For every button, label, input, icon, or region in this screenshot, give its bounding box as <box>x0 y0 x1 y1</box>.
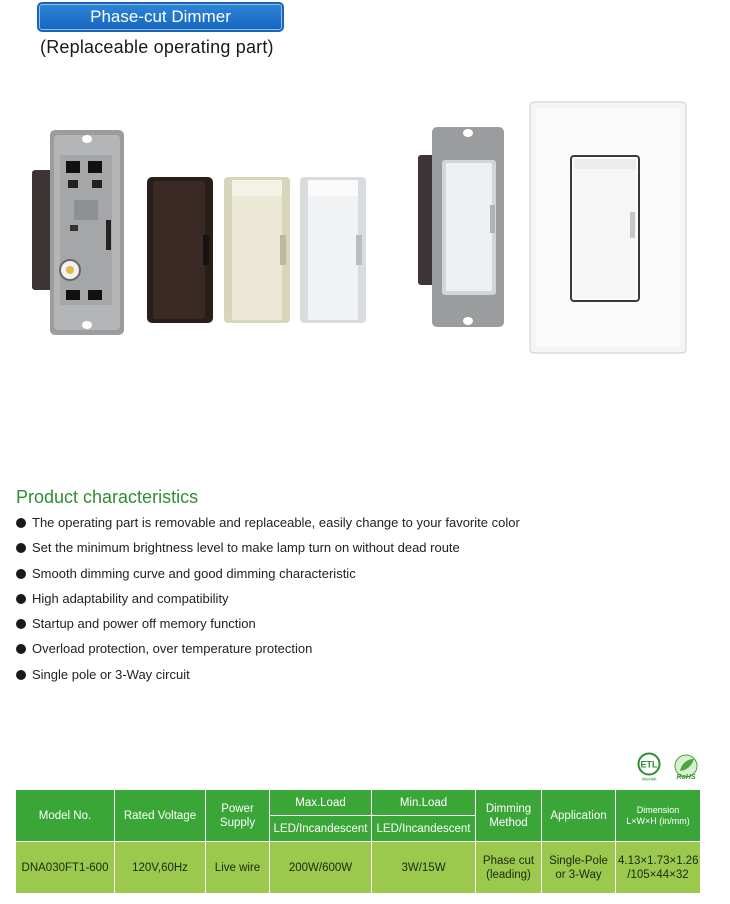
characteristics-list <box>16 514 520 691</box>
specification-table <box>15 789 701 894</box>
bullet-icon <box>16 543 26 553</box>
cell-model: DNA030FT1-600 <box>16 842 115 894</box>
characteristic-item <box>16 666 520 691</box>
bullet-icon <box>16 518 26 528</box>
bullet-icon <box>16 619 26 629</box>
characteristic-item <box>16 640 520 665</box>
header-min-load-sub: LED/Incandescent <box>372 816 476 842</box>
table-header-row <box>16 790 701 816</box>
characteristic-text: The operating part is removable and replaceable, easily change to your favorite color <box>32 515 520 530</box>
brown-operating-part-image <box>145 175 217 325</box>
characteristic-item <box>16 514 520 539</box>
cell-power: Live wire <box>206 842 270 894</box>
header-max-load: Max.Load <box>270 790 372 816</box>
cell-dimming: Phase cut (leading) <box>476 842 542 894</box>
white-operating-part-image <box>298 175 370 325</box>
etl-caption-text: Intertek <box>641 776 657 782</box>
characteristic-item <box>16 615 520 640</box>
etl-mark-text: ETL <box>640 759 658 770</box>
header-dimension: Dimension L×W×H (in/mm) <box>616 790 701 842</box>
characteristic-text: Overload protection, over temperature protection <box>32 641 313 657</box>
header-voltage: Rated Voltage <box>115 790 206 842</box>
dimmer-base-image <box>30 125 130 340</box>
header-application: Application <box>542 790 616 842</box>
characteristic-text: Set the minimum brightness level to make lamp turn on without dead route <box>32 540 460 556</box>
bullet-icon <box>16 670 26 680</box>
etl-certification-logo <box>636 752 662 782</box>
assembled-dimmer-image <box>416 125 511 330</box>
cell-voltage: 120V,60Hz <box>115 842 206 894</box>
bullet-icon <box>16 569 26 579</box>
characteristic-text: Startup and power off memory function <box>32 616 256 632</box>
characteristic-item <box>16 539 520 564</box>
product-title-badge: Phase-cut Dimmer <box>37 2 284 32</box>
header-min-load: Min.Load <box>372 790 476 816</box>
characteristic-text: Single pole or 3-Way circuit <box>32 666 190 682</box>
bullet-icon <box>16 594 26 604</box>
cell-max-load: 200W/600W <box>270 842 372 894</box>
header-model: Model No. <box>16 790 115 842</box>
cell-dimension: 4.13×1.73×1.26 /105×44×32 <box>616 842 701 894</box>
bullet-icon <box>16 644 26 654</box>
characteristic-item <box>16 565 520 590</box>
rohs-mark-text: RoHS <box>676 774 696 781</box>
dimmer-with-wallplate-image <box>528 100 688 355</box>
cell-application: Single-Pole or 3-Way <box>542 842 616 894</box>
characteristics-title: Product characteristics <box>16 487 199 507</box>
product-subtitle: (Replaceable operating part) <box>40 37 274 57</box>
header-dimming: Dimming Method <box>476 790 542 842</box>
header-power: Power Supply <box>206 790 270 842</box>
cell-min-load: 3W/15W <box>372 842 476 894</box>
characteristic-text: High adaptability and compatibility <box>32 590 229 606</box>
header-max-load-sub: LED/Incandescent <box>270 816 372 842</box>
rohs-certification-logo <box>672 753 700 781</box>
table-row <box>16 842 701 894</box>
characteristic-text: Smooth dimming curve and good dimming characteristic <box>32 565 356 581</box>
ivory-operating-part-image <box>222 175 294 325</box>
characteristic-item <box>16 590 520 615</box>
